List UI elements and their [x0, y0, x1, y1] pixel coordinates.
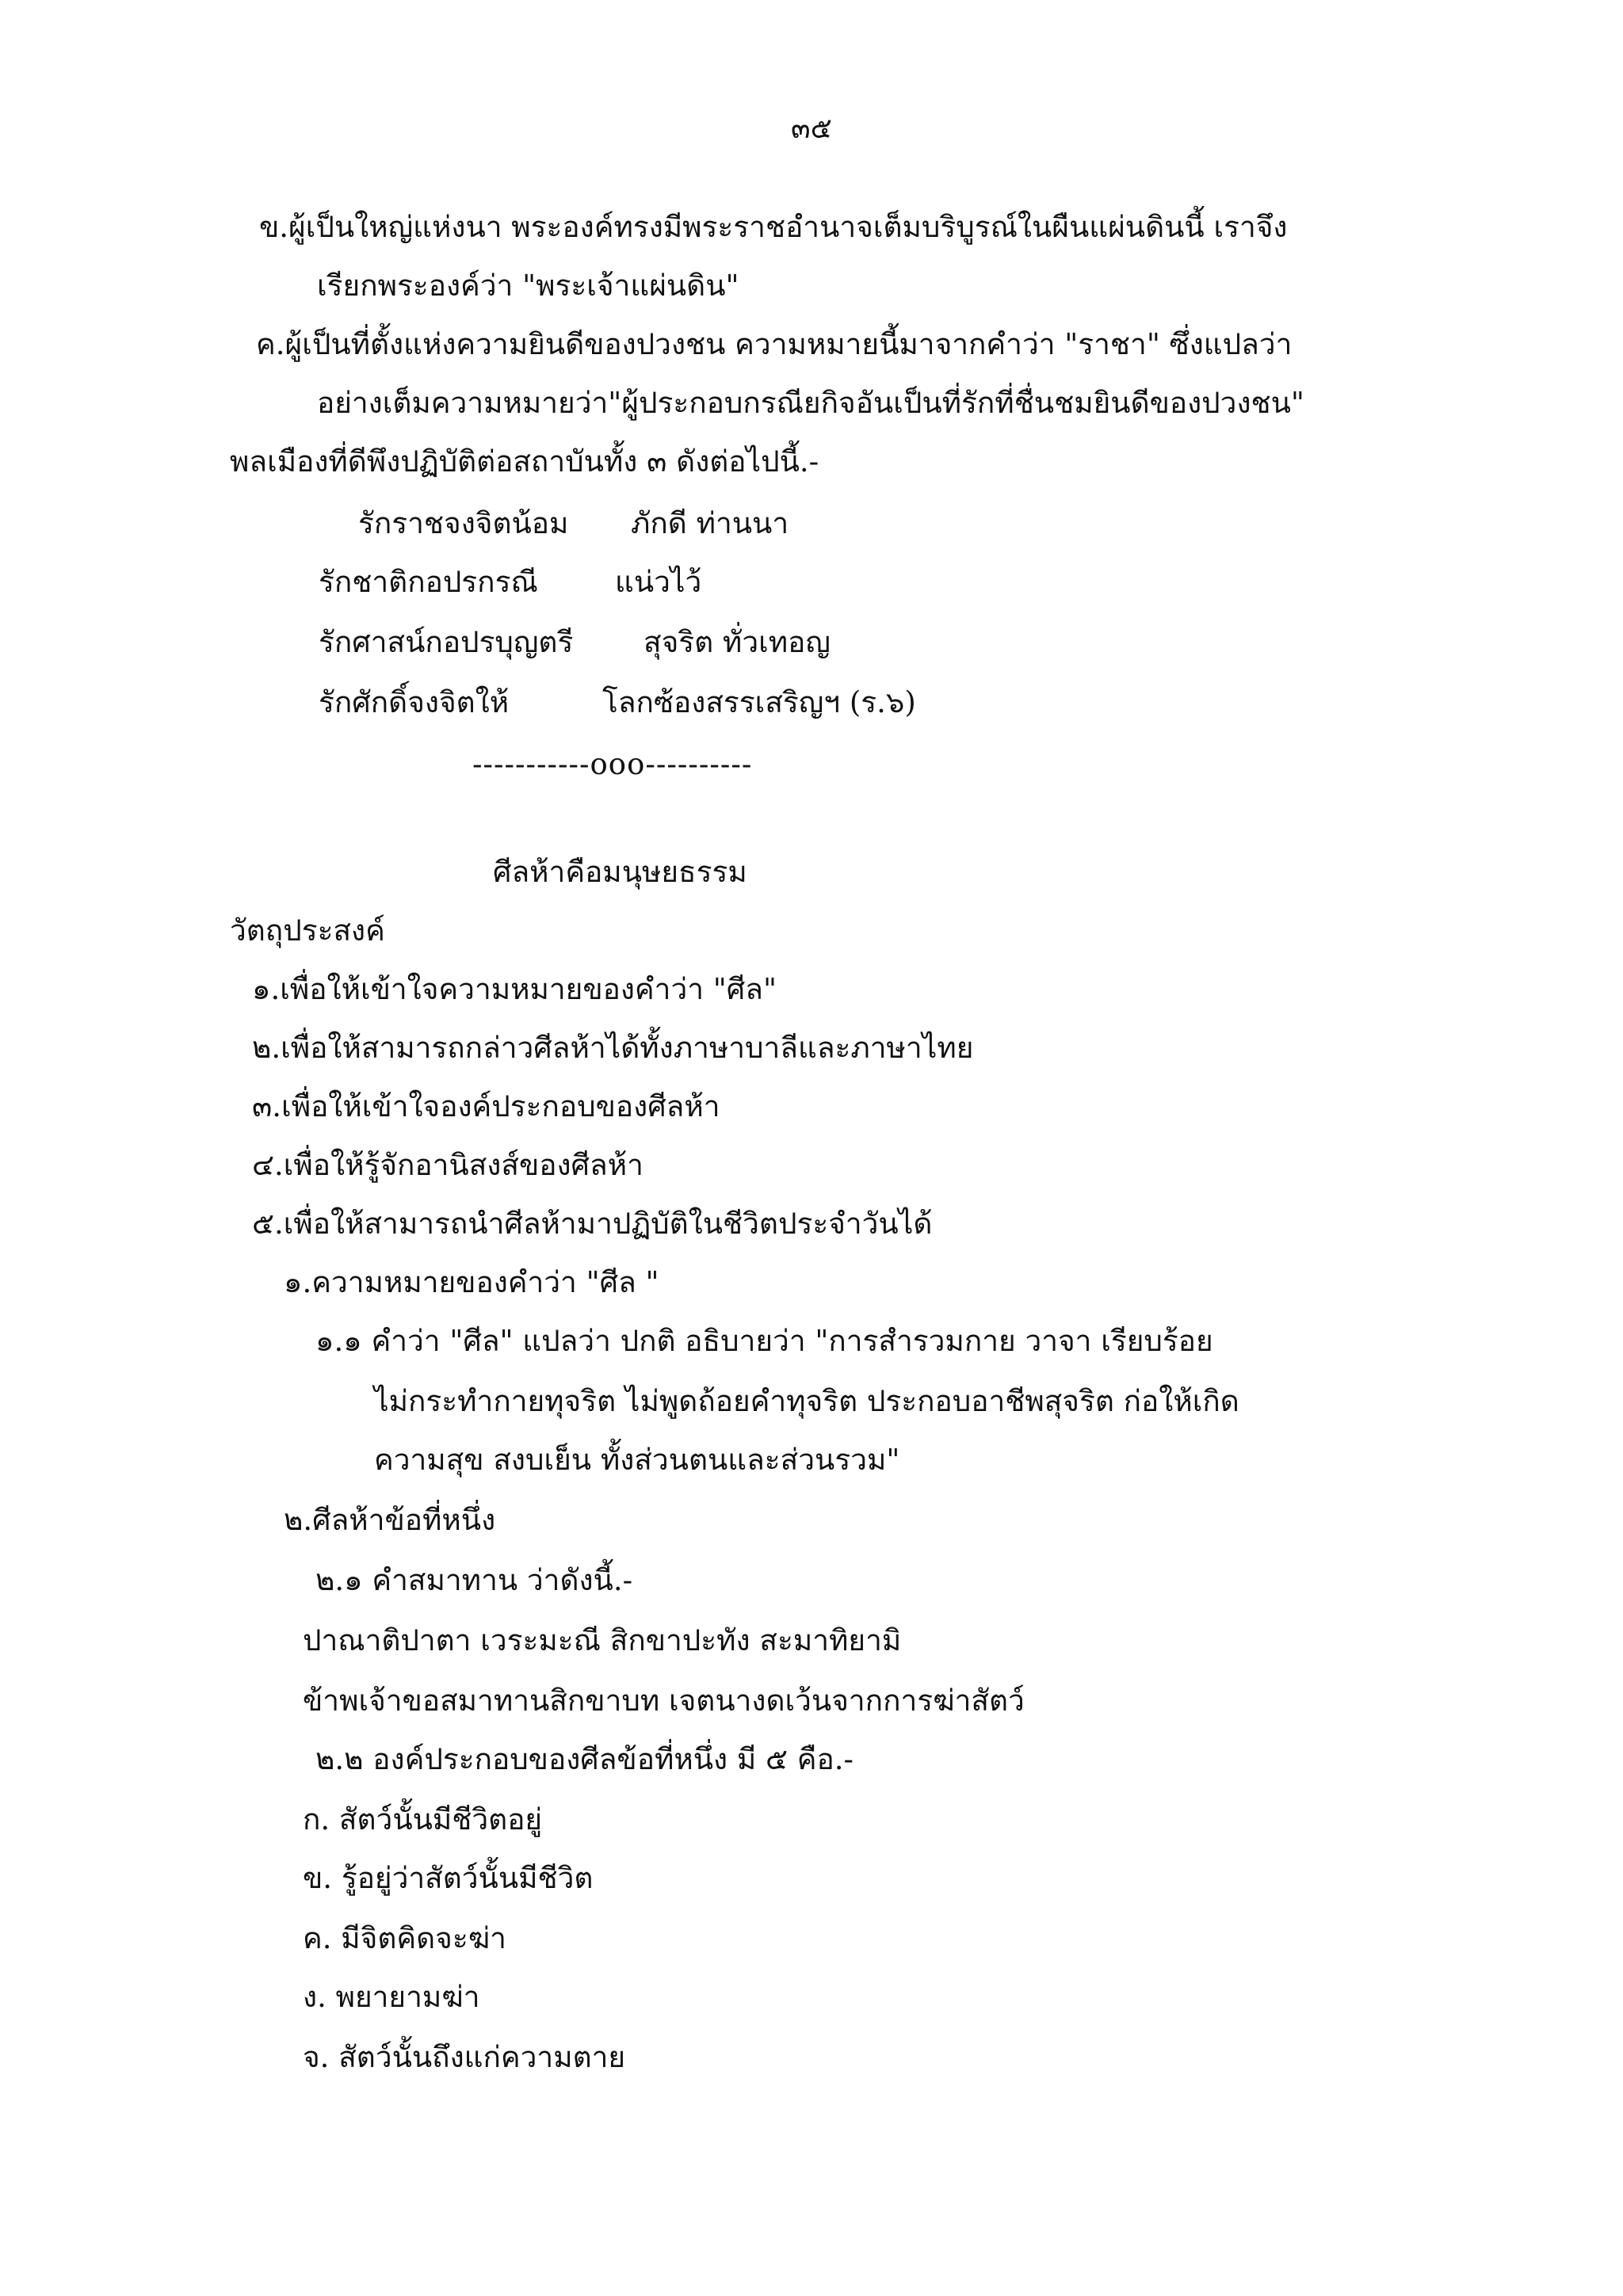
- component-item: ก. สัตว์นั้นมีชีวิตอยู่: [303, 1802, 543, 1836]
- definition-line: ความสุข สงบเย็น ทั้งส่วนตนและส่วนรวม": [374, 1443, 900, 1477]
- meaning-line: อย่างเต็มความหมายว่า"ผู้ประกอบกรณียกิจอันเป็นที่รักที่ชื่นชมยินดีของปวงชน": [317, 386, 1304, 420]
- objective-item: ๔.เพื่อให้รู้จักอานิสงส์ของศีลห้า: [252, 1148, 643, 1182]
- poem-left: รักศาสน์กอปรบุญตรี: [319, 625, 574, 659]
- poem-right: สุจริต ทั่วเทอญ: [643, 625, 831, 659]
- definition-line: ไม่กระทำกายทุจริต ไม่พูดถ้อยคำทุจริต ประกอบอาชีพสุจริต ก่อให้เกิด: [374, 1384, 1239, 1418]
- component-item: ข. รู้อยู่ว่าสัตว์นั้นมีชีวิต: [303, 1861, 594, 1895]
- objective-item: ๕.เพื่อให้สามารถนำศีลห้ามาปฏิบัติในชีวิตประจำวันได้: [252, 1207, 933, 1241]
- component-item: จ. สัตว์นั้นถึงแก่ความตาย: [303, 2040, 626, 2074]
- meaning-line: เรียกพระองค์ว่า "พระเจ้าแผ่นดิน": [317, 269, 739, 303]
- subsection-heading: ๒.๒ องค์ประกอบของศีลข้อที่หนึ่ง มี ๕ คือ.-: [315, 1742, 854, 1776]
- poem-right: ภักดี ท่านนา: [631, 506, 789, 540]
- page-number: ๓๕: [791, 113, 832, 145]
- meaning-line: ค.ผู้เป็นที่ตั้งแห่งความยินดีของปวงชน ความหมายนี้มาจากคำว่า "ราชา" ซึ่งแปลว่า: [256, 327, 1293, 361]
- precept-thai: ข้าพเจ้าขอสมาทานสิกขาบท เจตนางดเว้นจากการฆ่าสัตว์: [303, 1684, 1025, 1718]
- poem-left: รักศักดิ์จงจิตให้: [319, 685, 510, 719]
- objective-item: ๓.เพื่อให้เข้าใจองค์ประกอบของศีลห้า: [252, 1089, 720, 1123]
- subsection-heading: ๒.๑ คำสมาทาน ว่าดังนี้.-: [315, 1563, 633, 1597]
- objective-item: ๑.เพื่อให้เข้าใจความหมายของคำว่า "ศีล": [252, 972, 777, 1006]
- duty-intro: พลเมืองที่ดีพึงปฏิบัติต่อสถาบันทั้ง ๓ ดังต่อไปนี้.-: [230, 444, 819, 479]
- poem-left: รักชาติกอปรกรณี: [319, 565, 538, 599]
- objectives-heading: วัตถุประสงค์: [230, 913, 385, 948]
- section-heading: ๑.ความหมายของคำว่า "ศีล ": [284, 1265, 659, 1299]
- meaning-line: ข.ผู้เป็นใหญ่แห่งนา พระองค์ทรงมีพระราชอำนาจเต็มบริบูรณ์ในผืนแผ่นดินนี้ เราจึง: [259, 210, 1288, 244]
- objective-item: ๒.เพื่อให้สามารถกล่าวศีลห้าได้ทั้งภาษาบาลีและภาษาไทย: [252, 1031, 974, 1065]
- component-item: ง. พยายามฆ่า: [303, 1980, 480, 2014]
- section-title: ศีลห้าคือมนุษยธรรม: [493, 855, 747, 889]
- poem-right: โลกซ้องสรรเสริญฯ (ร.๖): [602, 685, 916, 719]
- section-heading: ๒.ศีลห้าข้อที่หนึ่ง: [284, 1503, 496, 1537]
- definition-line: ๑.๑ คำว่า "ศีล" แปลว่า ปกติ อธิบายว่า "การสำรวมกาย วาจา เรียบร้อย: [315, 1324, 1213, 1358]
- separator: -----------ooo----------: [472, 747, 753, 781]
- poem-left: รักราชจงจิตน้อม: [358, 506, 569, 540]
- component-item: ค. มีจิตคิดจะฆ่า: [303, 1921, 506, 1955]
- poem-right: แน่วไว้: [615, 565, 702, 599]
- precept-pali: ปาณาติปาตา เวระมะณี สิกขาปะทัง สะมาทิยามิ: [303, 1623, 902, 1657]
